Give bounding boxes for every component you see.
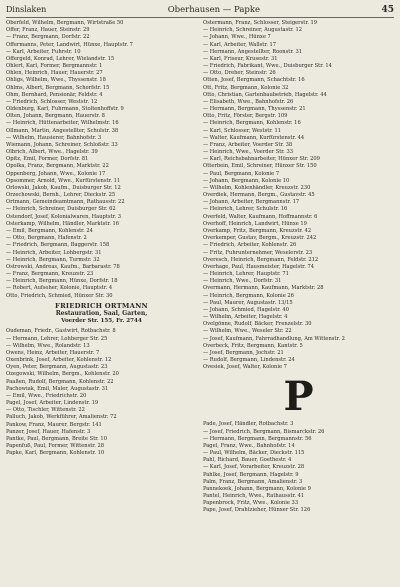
- directory-entry: — Paul, Wilhelm, Bäcker, Dieckstr. 115: [203, 450, 305, 457]
- directory-entry: — Johann, Schmied, Hagelstr. 40: [203, 306, 289, 313]
- directory-entry: Opsommer, Arnold, Wwe., Kurfürstenstr. 11: [6, 177, 121, 184]
- directory-entry: Opitz, Emil, Former, Dorfstr. 81: [6, 156, 89, 163]
- directory-entry: Ostermann, Franz, Schlosser, Steigerstr. 19: [203, 20, 318, 26]
- directory-entry: Ohligs, Wilhelm, Wwe., Thyssenstr. 18: [6, 77, 106, 84]
- page-number: 45: [381, 5, 394, 15]
- directory-entry: Ostendorf, Josef, Kolonialwaren, Hauptstr. 3: [6, 213, 122, 220]
- directory-entry: Pagel, Josef, Arbeiter, Lindenstr. 19: [6, 400, 99, 407]
- directory-entry: — Emil, Bergmann, Kohlenstr. 24: [6, 227, 93, 234]
- directory-entry: — Walter, Kaufmann, Kurfürstenstr. 44: [203, 134, 305, 141]
- directory-entry: — Heinrich, Lehrer, Hauptstr. 71: [203, 271, 289, 278]
- directory-entry: Pachowiak, Emil, Maler, Augustastr. 31: [6, 385, 109, 392]
- directory-entry: — Rudolf, Bergmann, Lindenstr. 24: [203, 357, 295, 364]
- directory-entry: Pape, Josef, Drahtzieher, Hünxer Str. 126: [203, 507, 311, 514]
- directory-entry: — Heinrich, Arbeiter, Lohbergstr. 31: [6, 249, 102, 256]
- directory-entry: Owens, Heinz, Arbeiter, Hauerstr. 7: [6, 349, 100, 356]
- directory-entry: — Paul, Maurer, Augustastr. 13/15: [203, 299, 293, 306]
- directory-entry: Oberfeld, Wilhelm, Bergmann, Wirtstraße 50: [6, 20, 124, 26]
- directory-entry: Ollmann, Martin, Angestellter, Schulstr. 38: [6, 127, 119, 134]
- directory-entry: — Emil, Wwe., Friedrichstr. 20: [6, 392, 87, 399]
- directory-entry: — Friedrich, Schlosser, Weststr. 12: [6, 98, 98, 105]
- directory-entry: — Heinrich, Schreiner, Augustastr. 12: [203, 27, 302, 34]
- directory-entry: Ohlen, Heinrich, Hauer, Hauerstr. 27: [6, 70, 103, 77]
- directory-entry: — Friedrich, Fabrikant, Wwe., Duisburger Str. 14: [203, 63, 332, 70]
- directory-entry: Paaßen, Rudolf, Bergmann, Kohlenstr. 22: [6, 378, 114, 385]
- directory-entry: — Heinrich, Schreiner, Duisburger Str. 62: [6, 206, 116, 213]
- directory-entry: Overkemper, Gustav, Bergm., Kreuzstr. 242: [203, 235, 317, 242]
- directory-entry: Pannekoek, Johann, Bergmann, Kolonie 9: [203, 485, 311, 492]
- directory-entry: — Heinrich, Bergmann, Hünxe, Dorfstr. 18: [6, 278, 118, 285]
- directory-entry: Ovesiek, Josef, Walter, Kolonie 7: [203, 364, 287, 371]
- right-column: [203, 20, 394, 515]
- directory-entry: Pagel, Franz, Wwe., Bahnhofstr. 14: [203, 442, 295, 449]
- directory-entry: — Friedrich, Arbeiter, Kohlenstr. 26: [203, 242, 297, 249]
- header-left-label: Dinslaken: [6, 5, 47, 14]
- header-center-label: Oberhausen — Papke: [167, 5, 261, 15]
- directory-entry: Ortmann, Gemeindeamtmann, Rathausstr. 22: [6, 199, 125, 206]
- directory-entry: Pankow, Franz, Maurer, Bergstr. 141: [6, 421, 102, 428]
- directory-entry: — Karl, Arbeiter, Fuhrstr. 10: [6, 48, 81, 55]
- directory-entry: — Heinrich, Bergmann, Turmstr. 32: [6, 256, 100, 263]
- directory-entry: Olten, Johann, Bergmann, Hauerstr. 8: [6, 113, 105, 120]
- directory-entry: Otto, Fritz, Förster, Bergstr. 109: [203, 113, 288, 120]
- directory-entry: Overhoff, Heinrich, Landwirt, Hünxe 19: [203, 220, 307, 227]
- directory-entry: Overhage, Paul, Hausmeister, Hagelstr. 74: [203, 263, 315, 270]
- directory-entry: — Johann, Wwe., Hünxe 7: [203, 34, 271, 41]
- directory-entry: — Karl, Arbeiter, Wallstr. 17: [203, 41, 277, 48]
- directory-entry: Overdiek, Hermann, Bergm., Gustavstr. 45: [203, 192, 315, 199]
- left-column: [6, 20, 197, 515]
- directory-entry: — Heinrich, Hüttenarbeiter, Wilhelmstr. 16: [6, 120, 119, 127]
- directory-entry: Palluch, Jakob, Werkführer, Amalienstr. 72: [6, 414, 117, 421]
- directory-entry: — Hermann, Bergmann, Bergmannstr. 56: [203, 435, 312, 442]
- directory-entry: — Wilhelm, Wwe., Rolandstr. 13: [6, 342, 90, 349]
- directory-entry: — Wilhelm, Arbeiter, Hagelstr. 4: [203, 314, 288, 321]
- directory-entry: — Otto, Bergmann, Hafenstr. 2: [6, 235, 87, 242]
- directory-entry: Ott, Fritz, Bergmann, Kolonie 32: [203, 84, 289, 91]
- advertisement-line: FRIEDRICH ORTMANN: [55, 301, 148, 310]
- directory-entry: — Otto, Tischler, Wittenstr. 22: [6, 407, 85, 414]
- directory-entry: — Karl, Friseur, Krusestr. 31: [203, 55, 278, 62]
- directory-entry: Papke, Karl, Bergmann, Kohlenstr. 10: [6, 450, 105, 457]
- directory-entry: — Franz, Arbeiter, Voerder Str. 38: [203, 141, 293, 148]
- directory-entry: — Johann, Arbeiter, Bergmannstr. 17: [203, 199, 300, 206]
- directory-entry: Pantke, Paul, Bergmann, Breite Str. 10: [6, 435, 107, 442]
- directory-entry: — Paul, Bergmann, Kolonie 7: [203, 170, 280, 177]
- directory-entry: — Heinrich, Lehrer, Schulstr. 16: [203, 206, 288, 213]
- directory-entry: Pantel, Heinrich, Wwe., Rathausstr. 41: [203, 493, 305, 500]
- directory-entry: — Hermann, Angestellter, Roonstr. 31: [203, 48, 303, 55]
- directory-entry: — Otto, Dreher, Steinstr. 26: [203, 70, 276, 77]
- directory-entry: — Wilhelm, Wwe., Weseler Str. 22: [203, 328, 292, 335]
- directory-entry: Oyen, Peter, Bergmann, Augustastr. 23: [6, 364, 108, 371]
- directory-entry: Ozegowski, Wilhelm, Bergm., Kohlenstr. 20: [6, 371, 119, 378]
- directory-entry: Orzechowski, Bernh., Lehrer, Dieckstr. 25: [6, 192, 116, 199]
- directory-entry: Opolka, Franz, Bergmann, Marktstr. 22: [6, 163, 109, 170]
- directory-entry: — Karl, Schlosser, Weststr. 11: [203, 127, 281, 134]
- directory-entry: Offer, Franz, Hauer, Steinstr. 29: [6, 27, 90, 34]
- directory-entry: Osterkamp, Wilhelm, Händler, Marktstr. 16: [6, 220, 120, 227]
- directory-entry: Otto, Christian, Gartenbaubetrieb, Hagelstr. 44: [203, 91, 327, 98]
- directory-entry: — Josef, Kaufmann, Fahrradhandlung, Am Wittenstr. 2: [203, 335, 345, 342]
- directory-entry: Otterbein, Emil, Schreiner, Hünxer Str. 150: [203, 163, 317, 170]
- directory-entry: Ohlert, Karl, Former, Bergmannstr. 1: [6, 63, 103, 70]
- directory-entry: Palm, Franz, Bergmann, Amalienstr. 3: [203, 478, 303, 485]
- directory-entry: Oudeman, Friedr., Gastwirt, Rotbachstr. 8: [6, 328, 116, 335]
- directory-entry: — Franz, Bergmann, Kreuzstr. 23: [6, 271, 94, 278]
- directory-entry: Overkamp, Fritz, Bergmann, Kreuzstr. 42: [203, 227, 312, 234]
- directory-entry: — Hermann, Bergmann, Thyssenstr. 21: [203, 106, 306, 113]
- directory-entry: — Josef, Bergmann, Jochstr. 21: [203, 349, 284, 356]
- directory-entry: — Heinrich, Bergmann, Kohlenstr. 16: [203, 120, 301, 127]
- directory-entry: Pahl, Richard, Bauer, Goethestr. 4: [203, 457, 292, 464]
- directory-entry: — Heinrich, Bergmann, Kolonie 26: [203, 292, 294, 299]
- directory-entry: — Karl, Josef, Vorarbeiter, Kreuzstr. 28: [203, 464, 305, 471]
- directory-entry: Offergeld, Konrad, Lehrer, Wielandstr. 15: [6, 55, 115, 62]
- directory-entry: Papenfuß, Paul, Former, Wittenstr. 28: [6, 443, 105, 450]
- directory-entry: — Elisabeth, Wwe., Bahnhofstr. 26: [203, 98, 294, 105]
- directory-entry: Wiemann, Johann, Schreiner, Schloßstr. 33: [6, 141, 118, 148]
- directory-entry: — Friedrich, Bergmann, Baggerstr. 158: [6, 242, 110, 249]
- directory-entry: Oldenburg, Karl, Fuhrmann, Stoltenhoffstr. 9: [6, 106, 124, 113]
- directory-entry: Ohlms, Albert, Bergmann, Schorfstr. 15: [6, 84, 110, 91]
- directory-entry: Papenbrock, Fritz, Wwe., Kolonie 33: [203, 500, 299, 507]
- directory-entry: — Fritz, Fuhrunternehmer, Weselerstr. 23: [203, 249, 313, 256]
- directory-entry: Olbrich, Albert, Wwe., Hagelstr. 39: [6, 149, 98, 156]
- directory-entry: Oxenbrink, Josef, Arbeiter, Kohlenstr. 12: [6, 357, 112, 364]
- directory-entry: Ostrowski, Andreas, Kaufm., Barbarastr. 78: [6, 263, 120, 270]
- directory-entry: Ovelgönne, Rudolf, Bäcker, Frenzelstr. 30: [203, 321, 312, 328]
- directory-entry: — Franz, Bergmann, Dorfstr. 22: [6, 34, 90, 41]
- page-header: [6, 4, 394, 18]
- directory-entry: Overfeld, Walter, Kaufmann, Hoffmannstr. 6: [203, 213, 318, 220]
- directory-entry: — Wilhelm, Hausierer, Bahnhofstr. 3: [6, 134, 102, 141]
- advertisement-line: Voerder Str. 155, Fr. 2744: [61, 318, 142, 324]
- directory-entry: Ohm, Bernhard, Pensionär, Feldstr. 4: [6, 91, 103, 98]
- directory-entry: — Heinrich, Wwe., Voerder Str. 33: [203, 149, 293, 156]
- directory-entry: — Josef, Friedrich, Bergmann, Bismarckstr. 26: [203, 428, 325, 435]
- directory-entry: — Johann, Bergmann, Kolonie 10: [203, 177, 290, 184]
- directory-entry: Oppenberg, Johann, Wwe., Kolonie 17: [6, 170, 106, 177]
- advertisement-box: [6, 302, 197, 326]
- directory-entry: Orlowski, Jakob, Kaufm., Duisburger Str. 12: [6, 184, 121, 191]
- directory-entry: — Hermann, Lehrer, Lohberger Str. 25: [6, 335, 108, 342]
- directory-entry: — Karl, Reichsbahnarbeiter, Hünxer Str. 209: [203, 156, 320, 163]
- directory-entry: Overesch, Heinrich, Bergmann, Feldstr. 212: [203, 256, 319, 263]
- directory-entry: — Robert, Aufseher, Kolonie, Hauptstr. 4: [6, 285, 113, 292]
- section-letter: P: [283, 372, 314, 420]
- directory-entry: Overmann, Hermann, Kaufmann, Marktstr. 28: [203, 285, 324, 292]
- directory-entry: Panzer, Josef, Hauer, Hafenstr. 3: [6, 428, 91, 435]
- directory-entry: Otten, Josef, Bergmann, Schachtstr. 16: [203, 77, 305, 84]
- directory-entry: Pahlke, Josef, Bergmann, Hagelstr. 9: [203, 471, 299, 478]
- directory-entry: — Wilhelm, Kohlenhändler, Kreuzstr. 230: [203, 184, 311, 191]
- directory-entry: Pade, Josef, Händler, Rotbachstr. 3: [203, 421, 294, 428]
- advertisement-line: Restauration, Saal, Garten,: [55, 310, 148, 318]
- directory-entry: Otto, Friedrich, Schmied, Hünxer Str. 30: [6, 292, 113, 299]
- directory-entry: Offermanns, Peter, Landwirt, Hünxe, Hauptstr. 7: [6, 41, 133, 48]
- directory-entry: Overbeck, Fritz, Bergmann, Kantstr. 5: [203, 342, 303, 349]
- directory-entry: — Heinrich, Wwe., Dorfstr. 31: [203, 278, 282, 285]
